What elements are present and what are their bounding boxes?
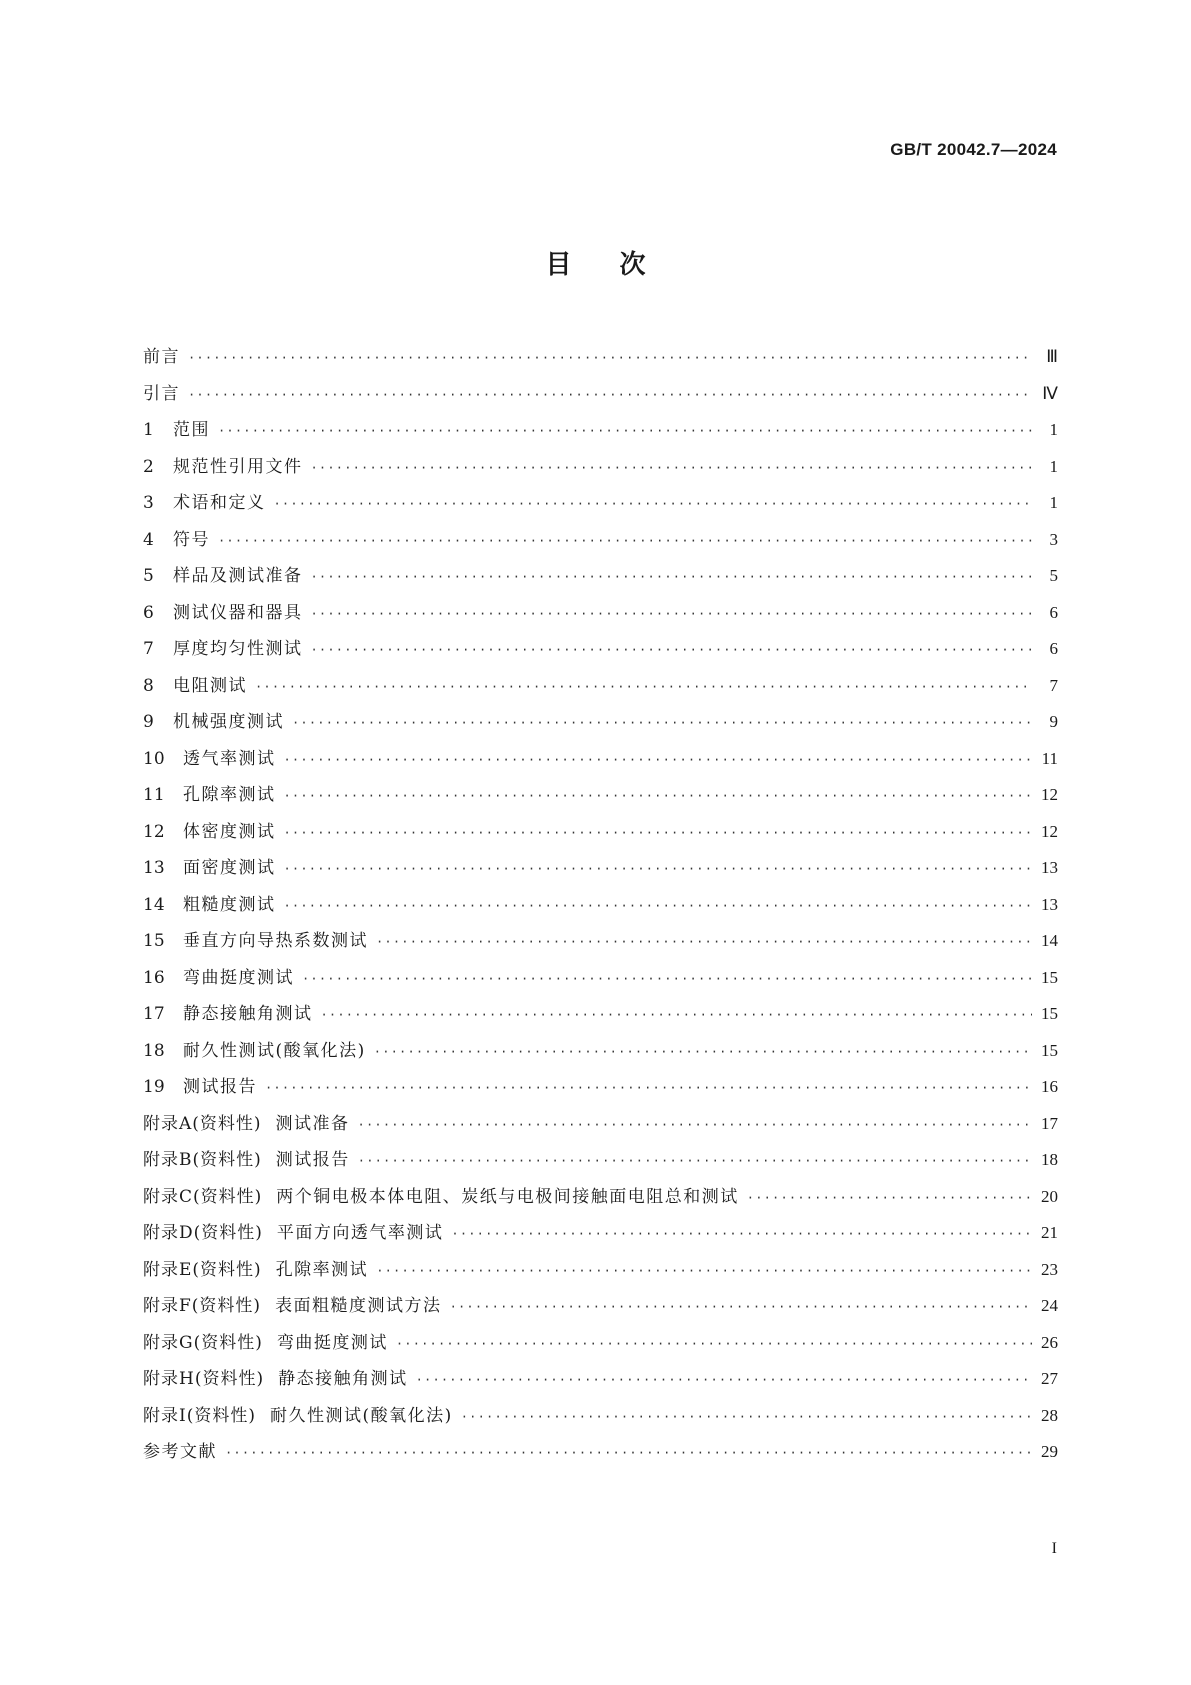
toc-entry-title: 测试报告 [183, 1077, 257, 1097]
toc-entry-page: 11 [1041, 748, 1058, 768]
toc-entry-number: 12 [143, 821, 165, 842]
toc-entry[interactable] [143, 412, 1058, 449]
toc-entry-title: 孔隙率测试 [275, 1259, 369, 1280]
dot-leader [451, 1216, 1032, 1253]
toc-entry-page: 1 [1049, 420, 1058, 439]
table-of-contents [143, 339, 1058, 1471]
toc-entry-number: 11 [143, 785, 165, 805]
toc-entry-title: 机械强度测试 [173, 712, 284, 732]
page-title: 目次 [545, 250, 694, 280]
toc-entry-page: 15 [1041, 967, 1058, 987]
toc-appendix-label: 附录G(资料性) [143, 1332, 263, 1353]
toc-entry[interactable] [143, 1142, 1058, 1179]
toc-entry-page: 23 [1041, 1259, 1058, 1279]
dot-leader [450, 1289, 1032, 1326]
dot-leader [311, 596, 1033, 633]
dot-leader [321, 997, 1033, 1034]
toc-entry-number: 8 [143, 675, 154, 696]
toc-entry-page: 3 [1049, 529, 1058, 549]
toc-entry[interactable] [143, 595, 1058, 632]
toc-entry-page: 1 [1049, 493, 1058, 512]
toc-entry-page: 13 [1041, 858, 1058, 877]
toc-appendix-label: 附录B(资料性) [143, 1150, 262, 1170]
toc-entry[interactable] [143, 887, 1058, 924]
dot-leader [265, 1070, 1032, 1107]
toc-entry-page: 16 [1041, 1077, 1058, 1096]
dot-leader [284, 815, 1033, 852]
toc-entry[interactable] [143, 1288, 1058, 1325]
dot-leader [284, 778, 1033, 815]
toc-entry-title: 引言 [143, 383, 180, 404]
toc-entry-number: 16 [143, 967, 165, 988]
toc-entry-page: 28 [1041, 1405, 1058, 1425]
toc-entry-number: 1 [143, 420, 154, 440]
toc-appendix-label: 附录H(资料性) [143, 1369, 265, 1389]
toc-entry-page: 26 [1041, 1332, 1058, 1352]
dot-leader [376, 924, 1032, 961]
toc-entry-number: 7 [143, 639, 154, 659]
toc-entry[interactable] [143, 558, 1058, 595]
toc-entry-number: 5 [143, 566, 154, 586]
dot-leader [218, 523, 1032, 560]
toc-entry[interactable] [143, 996, 1058, 1033]
toc-entry[interactable] [143, 777, 1058, 814]
toc-appendix-label: 附录C(资料性) [143, 1186, 263, 1207]
toc-entry-title: 孔隙率测试 [183, 785, 276, 805]
toc-entry-page: 15 [1041, 1040, 1058, 1060]
toc-entry[interactable] [143, 850, 1058, 887]
toc-entry[interactable] [143, 1033, 1058, 1070]
toc-entry-number: 15 [143, 931, 165, 951]
toc-entry-page: 18 [1041, 1150, 1058, 1169]
toc-entry[interactable] [143, 449, 1058, 486]
toc-entry[interactable] [143, 376, 1058, 413]
toc-appendix-label: 附录A(资料性) [143, 1113, 262, 1134]
toc-entry[interactable] [143, 485, 1058, 522]
toc-entry[interactable] [143, 1179, 1058, 1216]
dot-leader [284, 851, 1033, 888]
toc-entry-title: 体密度测试 [183, 821, 276, 842]
toc-entry-title: 耐久性测试(酸氧化法) [183, 1040, 366, 1061]
toc-entry-title: 符号 [173, 529, 210, 550]
toc-entry[interactable] [143, 339, 1058, 376]
toc-entry[interactable] [143, 1434, 1058, 1471]
toc-entry-page: 9 [1049, 712, 1058, 731]
toc-entry-title: 弯曲挺度测试 [183, 967, 294, 988]
toc-entry[interactable] [143, 814, 1058, 851]
dot-leader [255, 669, 1032, 706]
toc-entry-title: 弯曲挺度测试 [276, 1332, 388, 1353]
toc-entry[interactable] [143, 631, 1058, 668]
dot-leader [311, 632, 1033, 669]
toc-entry-number: 10 [143, 748, 165, 769]
toc-entry[interactable] [143, 704, 1058, 741]
toc-entry-title: 参考文献 [143, 1442, 217, 1462]
toc-entry-page: 13 [1041, 894, 1058, 914]
toc-entry-number: 14 [143, 894, 165, 915]
toc-entry[interactable] [143, 741, 1058, 778]
toc-entry[interactable] [143, 923, 1058, 960]
toc-entry-title: 静态接触角测试 [183, 1004, 313, 1024]
toc-entry-page: 27 [1041, 1369, 1058, 1388]
toc-entry-title: 垂直方向导热系数测试 [183, 931, 368, 951]
dot-leader [225, 1435, 1032, 1472]
toc-entry-page: 14 [1041, 931, 1058, 950]
dot-leader [311, 559, 1033, 596]
toc-entry-title: 透气率测试 [183, 748, 276, 769]
toc-appendix-label: 附录F(资料性) [143, 1296, 262, 1316]
standard-code: GB/T 20042.7—2024 [890, 140, 1057, 159]
toc-entry[interactable] [143, 522, 1058, 559]
toc-entry-number: 9 [143, 712, 154, 732]
toc-entry-page: 12 [1041, 821, 1058, 841]
toc-entry-page: 5 [1049, 566, 1058, 585]
toc-entry-title: 测试准备 [275, 1113, 350, 1134]
dot-leader [284, 742, 1033, 779]
dot-leader [396, 1326, 1032, 1363]
toc-entry-page: 7 [1049, 675, 1058, 695]
toc-entry-title: 术语和定义 [173, 493, 266, 513]
toc-entry-title: 粗糙度测试 [183, 894, 276, 915]
toc-entry[interactable] [143, 668, 1058, 705]
toc-appendix-label: 附录I(资料性) [143, 1405, 256, 1426]
dot-leader [358, 1143, 1032, 1180]
toc-entry-title: 面密度测试 [183, 858, 276, 878]
dot-leader [461, 1399, 1032, 1436]
toc-entry-title: 耐久性测试(酸氧化法) [269, 1405, 453, 1426]
toc-entry-page: 1 [1049, 456, 1058, 476]
toc-entry-title: 测试仪器和器具 [173, 602, 303, 623]
toc-entry-page: 6 [1049, 602, 1058, 622]
page-number: I [1051, 1540, 1057, 1557]
dot-leader [188, 340, 1032, 377]
toc-entry[interactable] [143, 1106, 1058, 1143]
toc-entry-number: 3 [143, 493, 154, 513]
dot-leader [376, 1253, 1032, 1290]
dot-leader [311, 450, 1033, 487]
dot-leader [747, 1180, 1032, 1217]
toc-entry-number: 19 [143, 1077, 165, 1097]
toc-appendix-label: 附录E(资料性) [143, 1259, 262, 1280]
dot-leader [302, 961, 1032, 998]
toc-entry-number: 6 [143, 602, 154, 623]
dot-leader [416, 1362, 1032, 1399]
dot-leader [284, 888, 1033, 925]
toc-entry[interactable] [143, 1215, 1058, 1252]
dot-leader [188, 377, 1032, 414]
toc-entry[interactable] [143, 1252, 1058, 1289]
toc-entry-number: 2 [143, 456, 154, 477]
toc-entry[interactable] [143, 1325, 1058, 1362]
toc-entry-title: 样品及测试准备 [173, 566, 303, 586]
toc-entry-number: 4 [143, 529, 154, 550]
toc-entry-page: 21 [1041, 1223, 1058, 1242]
dot-leader [218, 413, 1032, 450]
toc-entry-page: 17 [1041, 1113, 1058, 1133]
toc-entry-page: 20 [1041, 1186, 1058, 1206]
dot-leader [358, 1107, 1032, 1144]
toc-entry[interactable] [143, 1069, 1058, 1106]
toc-entry-title: 厚度均匀性测试 [173, 639, 303, 659]
toc-appendix-label: 附录D(资料性) [143, 1223, 263, 1243]
dot-leader [374, 1034, 1032, 1071]
toc-entry-title: 平面方向透气率测试 [276, 1223, 444, 1243]
toc-entry-number: 18 [143, 1040, 165, 1061]
toc-entry-page: 12 [1041, 785, 1058, 804]
toc-entry[interactable] [143, 960, 1058, 997]
toc-entry-title: 测试报告 [275, 1150, 350, 1170]
toc-entry-title: 表面粗糙度测试方法 [275, 1296, 442, 1316]
toc-entry-page: 29 [1041, 1442, 1058, 1461]
toc-entry-page: Ⅲ [1046, 347, 1058, 366]
toc-entry-page: 24 [1041, 1296, 1058, 1315]
dot-leader [274, 486, 1033, 523]
toc-entry[interactable] [143, 1398, 1058, 1435]
toc-entry-title: 电阻测试 [173, 675, 247, 696]
toc-entry-title: 两个铜电极本体电阻、炭纸与电极间接触面电阻总和测试 [276, 1186, 739, 1207]
toc-entry-page: Ⅳ [1042, 383, 1058, 403]
toc-entry[interactable] [143, 1361, 1058, 1398]
toc-entry-title: 规范性引用文件 [173, 456, 303, 477]
toc-entry-page: 15 [1041, 1004, 1058, 1023]
dot-leader [292, 705, 1032, 742]
toc-entry-title: 前言 [143, 347, 180, 367]
toc-entry-number: 17 [143, 1004, 165, 1024]
toc-entry-page: 6 [1049, 639, 1058, 658]
toc-entry-number: 13 [143, 858, 165, 878]
toc-entry-title: 静态接触角测试 [278, 1369, 408, 1389]
toc-entry-title: 范围 [173, 420, 210, 440]
